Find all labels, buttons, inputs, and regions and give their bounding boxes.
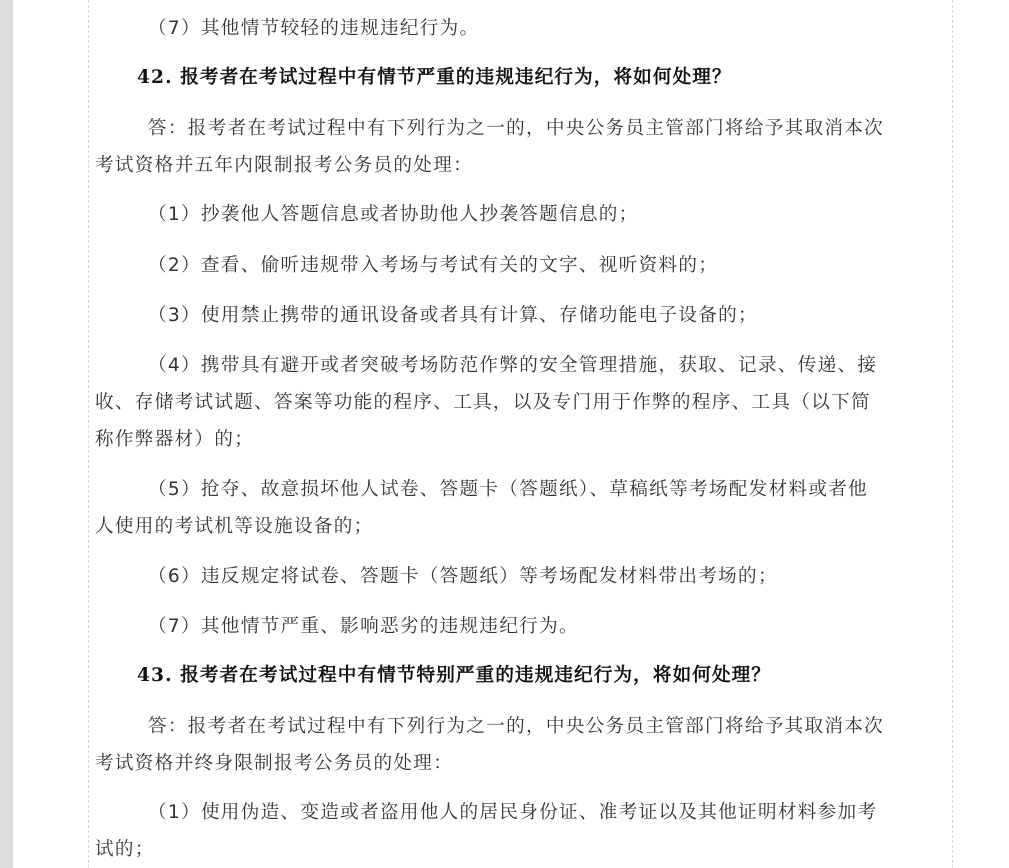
- document-page: [13, 0, 1009, 868]
- list-item-2: （2）查看、偷听违规带入考场与考试有关的文字、视听资料的；: [148, 255, 719, 276]
- question-42-heading: 42. 报考者在考试过程中有情节严重的违规违纪行为，将如何处理？: [137, 67, 732, 88]
- question-43-heading: 43. 报考者在考试过程中有情节特别严重的违规违纪行为，将如何处理？: [137, 665, 772, 686]
- list-item-4-line-2: 收、存储考试试题、答案等功能的程序、工具，以及专门用于作弊的程序、工具（以下简: [95, 392, 871, 413]
- answer-42-line-2: 考试资格并五年内限制报考公务员的处理：: [95, 155, 473, 176]
- list-item-5-line-1: （5）抢夺、故意损坏他人试卷、答题卡（答题纸）、草稿纸等考场配发材料或者他: [148, 479, 869, 500]
- viewer-left-edge: [0, 0, 13, 868]
- list-item-4-line-3: 称作弊器材）的；: [95, 429, 255, 450]
- answer-43-line-2: 考试资格并终身限制报考公务员的处理：: [95, 753, 454, 774]
- list-item-6: （6）违反规定将试卷、答题卡（答题纸）等考场配发材料带出考场的；: [148, 566, 778, 587]
- list-item-3: （3）使用禁止携带的通讯设备或者具有计算、存储功能电子设备的；: [148, 305, 758, 326]
- list-item-1-line-2: 试的；: [95, 839, 155, 860]
- list-item-1: （1）抄袭他人答题信息或者协助他人抄袭答题信息的；: [148, 204, 639, 225]
- answer-43-line-1: 答：报考者在考试过程中有下列行为之一的，中央公务员主管部门将给予其取消本次: [148, 716, 885, 737]
- list-item-7-minor: （7）其他情节较轻的违规违纪行为。: [148, 18, 480, 39]
- list-item-1-line-1: （1）使用伪造、变造或者盗用他人的居民身份证、准考证以及其他证明材料参加考: [148, 802, 878, 823]
- list-item-4-line-1: （4）携带具有避开或者突破考场防范作弊的安全管理措施，获取、记录、传递、接: [148, 355, 878, 376]
- list-item-7: （7）其他情节严重、影响恶劣的违规违纪行为。: [148, 616, 579, 637]
- list-item-5-line-2: 人使用的考试机等设施设备的；: [95, 516, 374, 537]
- answer-42-line-1: 答：报考者在考试过程中有下列行为之一的，中央公务员主管部门将给予其取消本次: [148, 118, 885, 139]
